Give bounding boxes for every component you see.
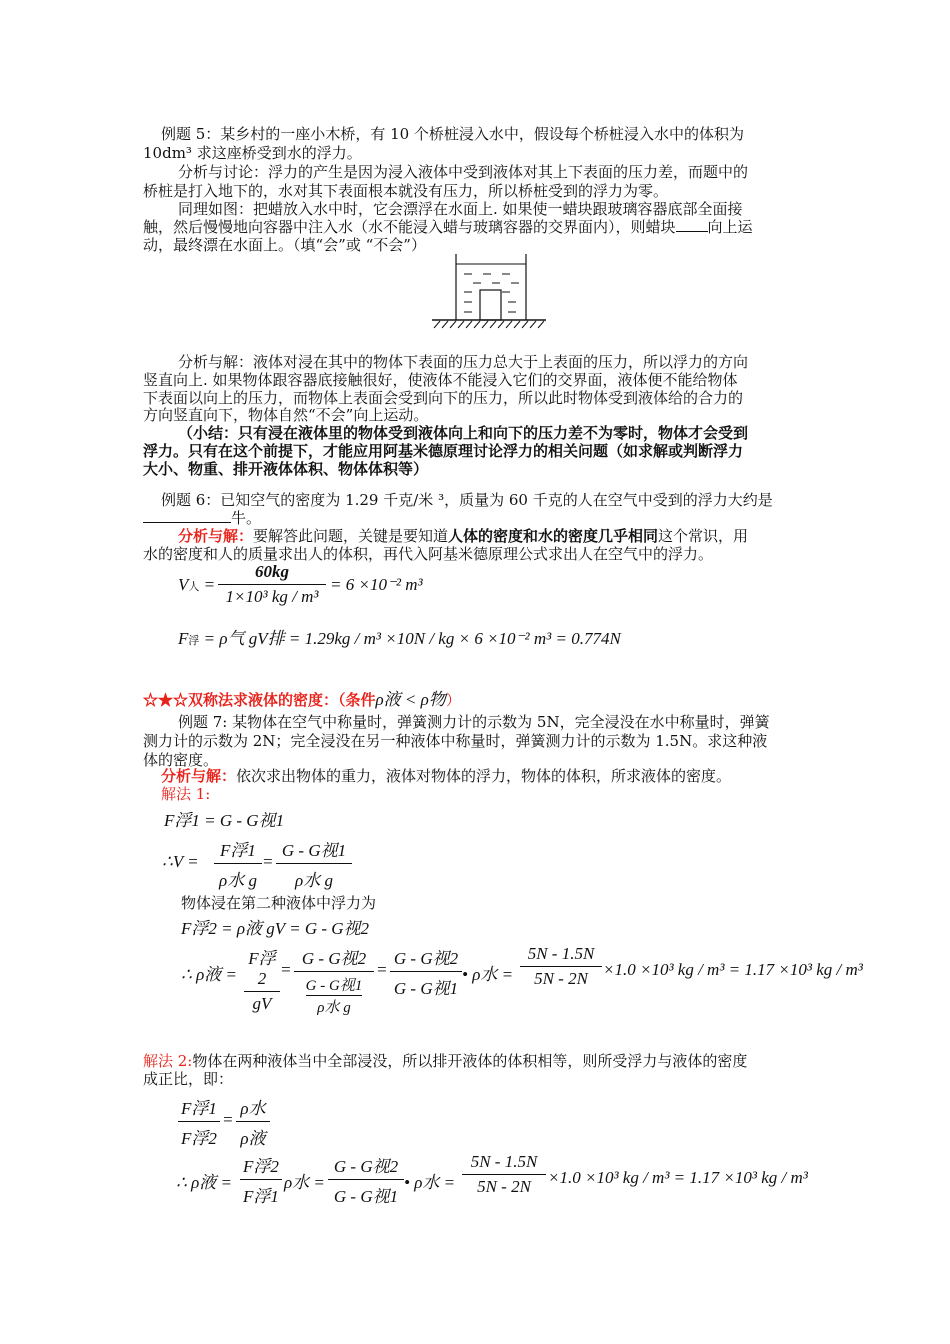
ex5-line-7: 动，最终漂在水面上。（填“会”或 “不会”） <box>143 236 426 254</box>
ex7-eq-6-b: • ρ水 = <box>404 1173 456 1192</box>
answer-blank <box>143 522 231 523</box>
ex7-eq-4-frac-4: 5N - 1.5N 5N - 2N <box>520 944 602 989</box>
ex6-formula-2: F浮 = ρ气 gV排 = 1.29kg / m³ ×10N / kg × 6 ×10⁻² m³ = 0.774N <box>178 629 621 648</box>
ex5-line-2: 10dm³ 求这座桥受到水的浮力。 <box>143 144 362 162</box>
ex7-heading <box>143 690 461 710</box>
ex6-line-1: 例题 6：已知空气的密度为 1.29 千克/米 ³，质量为 60 千克的人在空气中受到的浮力大约是 <box>161 491 773 509</box>
ex6-analysis-text-c: 这个常识，用 <box>658 527 749 545</box>
ex7-eq-6-prefix: ∴ ρ液 = <box>176 1173 232 1192</box>
ex7-eq-2-frac-2: G - G视1 ρ水 g <box>276 836 352 891</box>
ex5-summary-2: 浮力。只有在这个前提下，才能应用阿基米德原理讨论浮力的相关问题（如求解或判断浮力 <box>143 442 744 460</box>
method-2-line-2: 成正比，即： <box>143 1070 234 1088</box>
ex7-text-second-liquid: 物体浸在第二种液体中浮力为 <box>181 894 377 912</box>
ex6-analysis-emphasis: 人体的密度和水的密度几乎相同 <box>448 527 659 545</box>
ex5-line-1: 例题 5：某乡村的一座小木桥，有 10 个桥桩浸入水中，假设每个桥桩浸入水中的体积为 <box>161 125 744 143</box>
ex5-line-4: 桥桩是打入地下的，水对其下表面根本就没有压力，所以桥桩受到的浮力为零。 <box>143 182 669 200</box>
ex5-summary-3: 大小、物重、排开液体体积、物体体积等） <box>143 460 429 478</box>
ex7-eq-4-frac-2: G - G视2 G - G视1 ρ水 g <box>294 944 374 1017</box>
ex7-eq-3: F浮2 = ρ液 gV = G - G视2 <box>181 919 370 938</box>
method-1-label: 解法 1: <box>161 785 211 803</box>
ex7-eq-4-end: ×1.0 ×10³ kg / m³ = 1.17 ×10³ kg / m³ <box>603 960 863 979</box>
ex5-analysis-1: 分析与解：液体对浸在其中的物体下表面的压力总大于上表面的压力，所以浮力的方向 <box>178 353 749 371</box>
ex5-line-6-end: 向上运 <box>707 218 753 236</box>
ex5-line-3: 分析与讨论：浮力的产生是因为浸入液体中受到液体对其上下表面的压力差，而题中的 <box>178 163 749 181</box>
heading-label: ☆★☆双称法求液体的密度：（条件 <box>143 691 376 709</box>
ex5-analysis-3: 下表面以向上的压力，而物体上表面会受到向下的压力，所以此时物体受到液体给的合力的 <box>143 389 744 407</box>
ex7-eq-6-frac-2: G - G视2 G - G视1 <box>328 1152 404 1207</box>
ex5-analysis-2: 竖直向上. 如果物体跟容器底接触很好，使液体不能浸入它们的交界面，液体便不能给物体 <box>143 371 738 389</box>
ex7-line-2: 测力计的示数为 2N；完全浸没在另一种液体中称量时，弹簧测力计的示数为 1.5N。求这种液 <box>143 732 768 750</box>
ex7-eq-5-frac-2: ρ水 ρ液 <box>236 1094 270 1149</box>
ex7-line-1: 例题 7: 某物体在空气中称量时，弹簧测力计的示数为 5N，完全浸没在水中称量时，弹簧 <box>178 713 770 731</box>
ex7-eq-2-prefix: ∴V = <box>162 852 199 871</box>
method-2-line-1 <box>143 1051 747 1071</box>
heading-end: ） <box>445 691 461 709</box>
ex6-analysis-text-a: 要解答此问题，关键是要知道 <box>253 527 449 545</box>
equals-sign: = <box>376 960 388 979</box>
answer-blank <box>676 231 708 232</box>
ex7-eq-4-mid: • ρ水 = <box>462 965 514 984</box>
ex6-formula-1-fraction: 60kg 1×10³ kg / m³ <box>218 562 326 607</box>
ex7-eq-2-frac-1: F浮1 ρ水 g <box>214 836 262 891</box>
ex7-line-3: 体的密度。 <box>143 751 219 769</box>
ex6-line-2-text: 牛。 <box>231 509 262 527</box>
equals-sign: = <box>222 1110 234 1129</box>
ex5-summary-1: （小结：只有浸在液体里的物体受到液体向上和向下的压力差不为零时，物体才会受到 <box>178 424 749 442</box>
analysis-label: 分析与解： <box>178 527 254 545</box>
ex7-eq-6-frac-3: 5N - 1.5N 5N - 2N <box>462 1152 546 1197</box>
ex5-line-6 <box>143 217 753 237</box>
ex6-analysis-2: 水的密度和人的质量求出人的体积，再代入阿基米德原理公式求出人在空气中的浮力。 <box>143 545 714 563</box>
ex7-analysis-text: 依次求出物体的重力，液体对物体的浮力，物体的体积，所求液体的密度。 <box>236 767 732 785</box>
container-figure <box>428 250 548 334</box>
ex7-eq-6-frac-1: F浮2 F浮1 <box>240 1152 282 1207</box>
ex6-formula-1-lhs: V人 = <box>178 575 216 594</box>
equals-sign: = <box>262 852 274 871</box>
ex7-eq-4-frac-3: G - G视2 G - G视1 <box>390 944 462 999</box>
heading-condition: ρ液 < ρ物 <box>375 690 446 709</box>
ex5-line-6-text: 触，然后慢慢地向容器中注入水（水不能浸入蜡与玻璃容器的交界面内），则蜡块 <box>143 218 676 236</box>
ex7-eq-6-end: ×1.0 ×10³ kg / m³ = 1.17 ×10³ kg / m³ <box>548 1168 808 1187</box>
ex7-eq-6-a: ρ水 = <box>284 1173 325 1192</box>
ex7-eq-1: F浮1 = G - G视1 <box>164 811 285 830</box>
ex7-eq-4-prefix: ∴ ρ液 = <box>181 965 237 984</box>
ex7-eq-5-frac-1: F浮1 F浮2 <box>178 1094 220 1149</box>
analysis-label: 分析与解： <box>161 767 237 785</box>
method-2-text: 物体在两种液体当中全部浸没，所以排开液体的体积相等，则所受浮力与液体的密度 <box>192 1052 748 1070</box>
method-2-label: 解法 2: <box>143 1052 193 1070</box>
ex7-eq-4-frac-1: F浮2 gV <box>244 944 280 1014</box>
ex7-analysis <box>161 766 731 786</box>
ex6-formula-1-rhs: = 6 ×10⁻² m³ <box>330 575 423 594</box>
equals-sign: = <box>280 960 292 979</box>
ex6-analysis-1 <box>178 526 748 546</box>
ex6-line-2 <box>143 508 261 528</box>
ex5-analysis-4: 方向竖直向下，物体自然“不会”向上运动。 <box>143 406 429 424</box>
ex5-line-5: 同理如图：把蜡放入水中时，它会漂浮在水面上. 如果使一蜡块跟玻璃容器底部全面接 <box>178 200 743 218</box>
